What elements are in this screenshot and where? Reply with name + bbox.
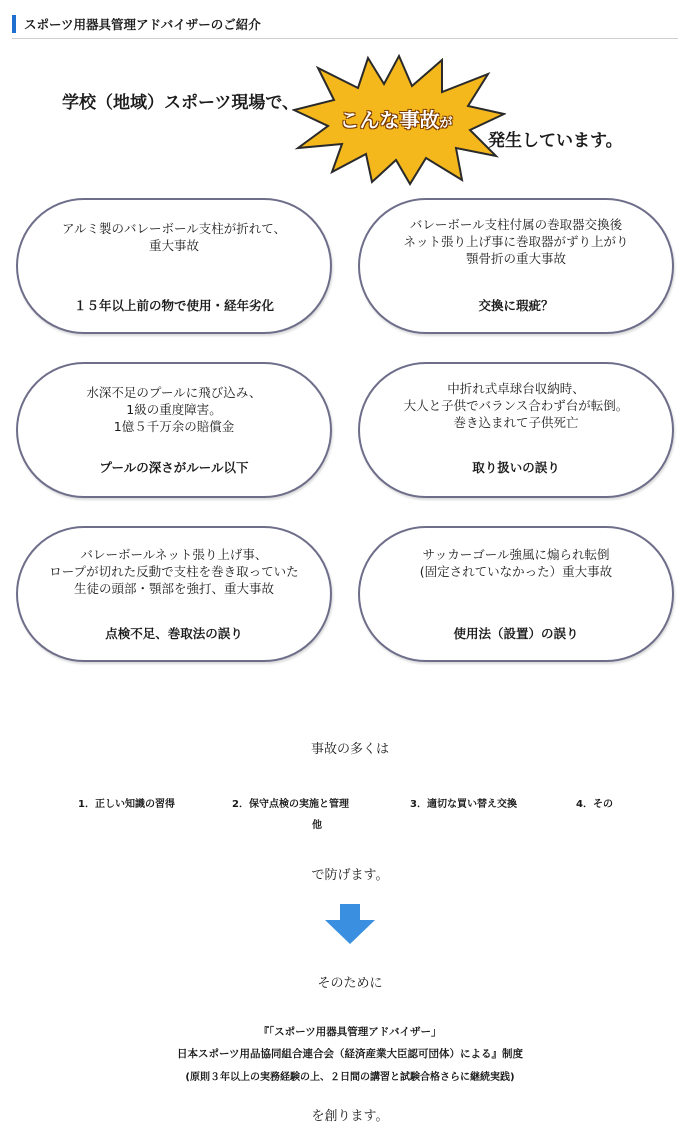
system-organizer: 日本スポーツ用品協同組合連合会（経済産業大臣認可団体）による』制度 (176, 1048, 524, 1060)
header-accent-bar (12, 15, 16, 33)
prevention-measures (0, 795, 700, 815)
accident-card (358, 362, 674, 498)
measure-item: 3．適切な買い替え交換 (410, 799, 517, 810)
accident-card (16, 198, 332, 334)
accident-cause: 点検不足、巻取法の誤り (105, 626, 243, 641)
closing-text: を創ります。 (311, 1109, 389, 1124)
accident-cause: 取り扱いの誤り (472, 460, 560, 475)
prevention-conclusion: で防げます。 (311, 868, 389, 883)
system-requirements: (原則３年以上の実務経験の上、２日間の講習と試験合格さらに継続実践) (185, 1072, 515, 1083)
accident-description: バレーボール支柱付属の巻取器交換後 ネット張り上げ事に巻取器がずり上がり 顎骨折の重大事故 (403, 217, 629, 266)
accident-description: バレーボールネット張り上げ事、 ロープが切れた反動で支柱を巻き取っていた 生徒の頭部・顎部を強打、重大事故 (49, 547, 299, 596)
accident-description: サッカーゴール強風に煽られ転倒 (固定されていなかった）重大事故 (419, 547, 613, 579)
measure-item: 2．保守点検の実施と管理 (232, 799, 349, 810)
prevention-lead: 事故の多くは (310, 742, 389, 757)
therefore-text: そのために (317, 976, 383, 991)
accident-description: 水深不足のプールに飛び込み、 1級の重度障害。 1億５千万余の賠償金 (86, 385, 262, 434)
burst-label-main: こんな事故 (339, 108, 440, 132)
accident-cause: 交換に瑕疵？ (478, 298, 554, 313)
headline-right: 発生しています。 (488, 131, 623, 151)
accident-description: 中折れ式卓球台収納時、 大人と子供でバランス合わず台が転倒。 巻き込まれて子供死亡 (403, 381, 629, 430)
accident-cause: 使用法（設置）の誤り (453, 626, 579, 641)
accident-card (16, 526, 332, 662)
burst-label (316, 104, 476, 133)
down-arrow-icon (325, 904, 375, 944)
accident-card (16, 362, 332, 498)
page-title: スポーツ用器具管理アドバイザーのご紹介 (24, 17, 261, 32)
headline-left: 学校（地域）スポーツ現場で、 (62, 93, 299, 113)
section-header (12, 11, 678, 39)
measure-item: 4．その (576, 799, 613, 810)
accident-cause: １５年以上前の物で使用・経年劣化 (73, 298, 274, 313)
system-name: 『「スポーツ用器具管理アドバイザー」 (258, 1026, 442, 1038)
measure-item: 1．正しい知識の習得 (78, 799, 175, 810)
accident-card (358, 198, 674, 334)
measure-item-continuation: 他 (312, 820, 322, 831)
accident-cause: プールの深さがルール以下 (99, 460, 249, 475)
accident-description: アルミ製のバレーボール支柱が折れて、 重大事故 (61, 221, 286, 253)
accident-card (358, 526, 674, 662)
burst-label-particle: が (439, 116, 453, 131)
